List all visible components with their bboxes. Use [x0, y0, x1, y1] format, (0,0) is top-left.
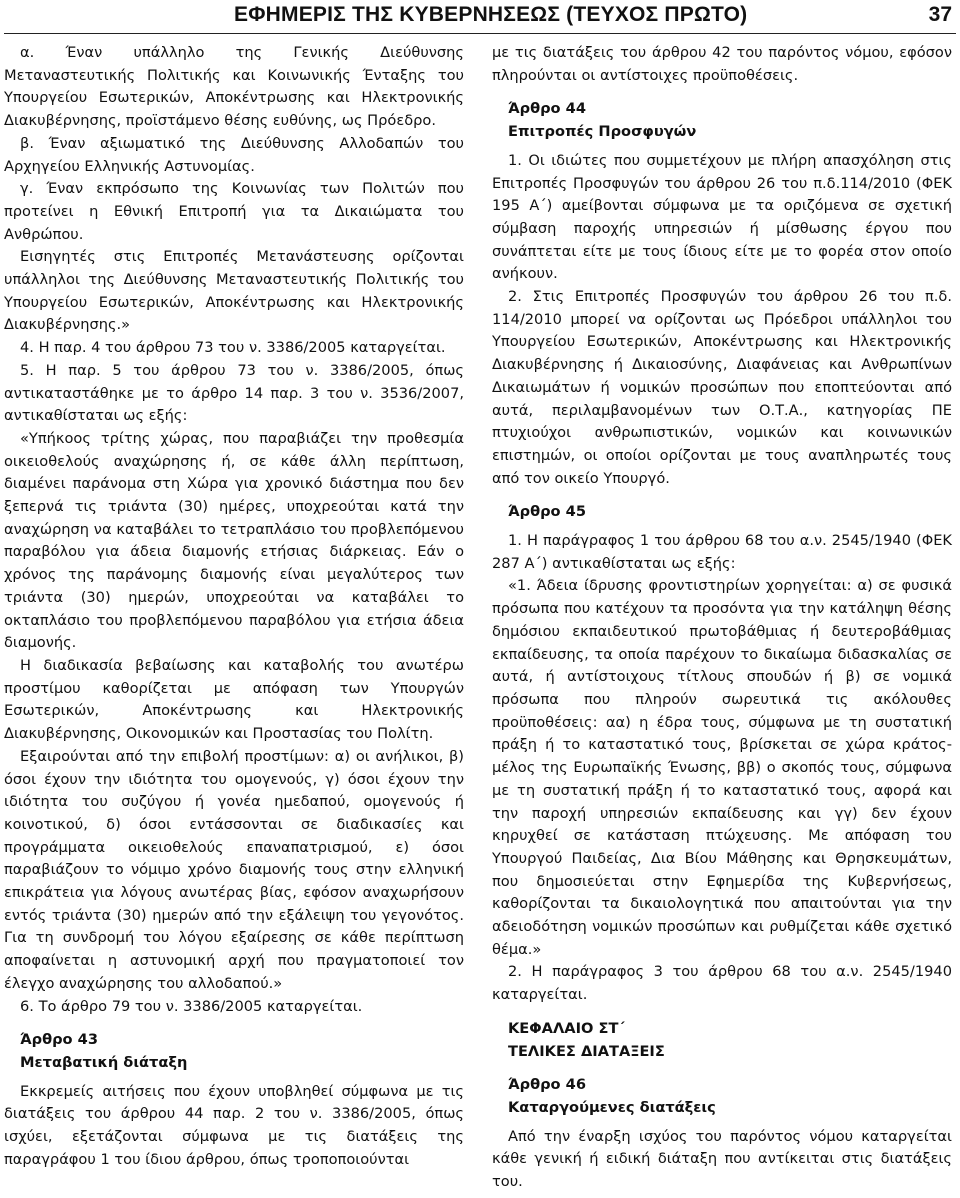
paragraph: β. Έναν αξιωματικό της Διεύθυνσης Αλλοδαπών του Αρχηγείου Ελληνικής Αστυνομίας.	[4, 134, 464, 175]
page-header	[0, 0, 960, 30]
paragraph: «Υπήκοος τρίτης χώρας, που παραβιάζει την προθεσμία οικειοθελούς αναχώρησης ή, σε κάθε άλλη περίπτωση, διαμένει παράνομα στη Χώρα για χρονικό διάστημα που δεν ξεπερνά τις τριάντα (30) ημέρες, υποχρεούται κατά την αναχώρηση να καταβάλει το τετραπλάσιο του προβλεπόμενου παραβόλου για άδεια διαμονής ετήσιας διάρκειας. Εάν ο χρόνος της παράνομης διαμονής είναι μεγαλύτερος των τριάντα (30) ημερών, υποχρεούται να καταβάλει το οκταπλάσιο του προβλεπόμενου παραβόλου για ετήσια άδεια διαμονής.	[4, 429, 464, 652]
article-44-subtitle: Επιτροπές Προσφυγών	[508, 123, 697, 141]
paragraph: 6. Το άρθρο 79 του ν. 3386/2005 καταργείται.	[20, 997, 363, 1015]
paragraph: α. Έναν υπάλληλο της Γενικής Διεύθυνσης Μεταναστευτικής Πολιτικής και Κοινωνικής Ένταξης του Υπουργείου Εσωτερικών, Αποκέντρωσης και Ηλεκτρονικής Διακυβέρνησης, προϊστάμενο θέσης ευθύνης, ως Πρόεδρο.	[4, 44, 464, 130]
paragraph: 2. Η παράγραφος 3 του άρθρου 68 του α.ν. 2545/1940 καταργείται.	[492, 963, 952, 1004]
paragraph: 5. Η παρ. 5 του άρθρου 73 του ν. 3386/2005, όπως αντικαταστάθηκε με το άρθρο 14 παρ. 3 του ν. 3536/2007, αντικαθίσταται ως εξής:	[4, 361, 464, 425]
article-43-subtitle: Μεταβατική διάταξη	[20, 1053, 188, 1071]
gazette-title: ΕΦΗΜΕΡΙΣ ΤΗΣ ΚΥΒΕΡΝΗΣΕΩΣ (ΤΕΥΧΟΣ ΠΡΩΤΟ)	[234, 3, 748, 26]
right-column	[492, 42, 952, 1194]
chapter-title: ΚΕΦΑΛΑΙΟ ΣΤ΄	[508, 1019, 625, 1037]
article-46-subtitle: Καταργούμενες διατάξεις	[508, 1098, 716, 1116]
paragraph: 4. Η παρ. 4 του άρθρου 73 του ν. 3386/2005 καταργείται.	[20, 339, 446, 357]
paragraph: Από την έναρξη ισχύος του παρόντος νόμου καταργείται κάθε γενική ή ειδική διάταξη που αντίκειται στις διατάξεις του.	[492, 1127, 952, 1191]
paragraph: Εκκρεμείς αιτήσεις που έχουν υποβληθεί σύμφωνα με τις διατάξεις του άρθρου 44 παρ. 2 του ν. 3386/2005, όπως ισχύει, εξετάζονται σύμφωνα με τις διατάξεις της παραγράφου 1 του ίδιου άρθρου, όπως τροποποιούνται	[4, 1082, 464, 1168]
paragraph: «1. Άδεια ίδρυσης φροντιστηρίων χορηγείται: α) σε φυσικά πρόσωπα που κατέχουν τα προσόντα για την κατάληψη θέσης δημόσιου εκπαιδευτικού πρωτοβάθμιας ή δευτεροβάθμιας εκπαίδευσης, τα οποία παρέχουν το δικαίωμα διδασκαλίας σε αυτά, ή αντίστοιχους τίτλους σπουδών ή β) σε νομικά πρόσωπα που πληρούν σωρευτικά τις ακόλουθες προϋποθέσεις: αα) η έδρα τους, σύμφωνα με τη συστατική πράξη ή το καταστατικό τους, βρίσκεται σε χώρα κράτος-μέλος της Ευρωπαϊκής Ένωσης, ββ) ο σκοπός τους, σύμφωνα με τη συστατική πράξη ή το καταστατικό τους, αφορά και την παροχή υπηρεσιών εκπαίδευσης και γγ) δεν έχουν κηρυχθεί σε κατάσταση πτώχευσης. Με απόφαση του Υπουργού Παιδείας, Δια Βίου Μάθησης και Θρησκευμάτων, που δημοσιεύεται στην Εφημερίδα της Κυβερνήσεως, καθορίζονται τα δικαιολογητικά που απαιτούνται για την αδειοδότηση νομικών προσώπων και ρυθμίζεται κάθε σχετικό θέμα.»	[492, 577, 952, 958]
article-45-title: Άρθρο 45	[508, 503, 586, 521]
paragraph: με τις διατάξεις του άρθρου 42 του παρόντος νόμου, εφόσον πληρούνται οι αντίστοιχες προϋποθέσεις.	[492, 44, 952, 84]
article-43-title: Άρθρο 43	[20, 1031, 98, 1049]
article-44-title: Άρθρο 44	[508, 100, 586, 118]
paragraph: 1. Οι ιδιώτες που συμμετέχουν με πλήρη απασχόληση στις Επιτροπές Προσφυγών του άρθρου 26 του π.δ.114/2010 (ΦΕΚ 195 Α΄) αμείβονται σύμφωνα με τα οριζόμενα σε σχετική σύμβαση παροχής υπηρεσιών ή μίσθωσης έργου που συνάπτεται είτε με τους ίδιους είτε με το φορέα στον οποίο ανήκουν.	[492, 151, 952, 283]
paragraph: Εισηγητές στις Επιτροπές Μετανάστευσης ορίζονται υπάλληλοι της Διεύθυνσης Μεταναστευτικής Πολιτικής του Υπουργείου Εσωτερικών, Αποκέντρωσης και Ηλεκτρονικής Διακυβέρνησης.»	[4, 248, 464, 334]
paragraph: Η διαδικασία βεβαίωσης και καταβολής του ανωτέρω προστίμου καθορίζεται με απόφαση των Υπουργών Εσωτερικών, Αποκέντρωσης και Ηλεκτρονικής Διακυβέρνησης, Οικονομικών και Προστασίας του Πολίτη.	[4, 656, 464, 743]
chapter-subtitle: ΤΕΛΙΚΕΣ ΔΙΑΤΑΞΕΙΣ	[508, 1042, 665, 1060]
article-46-title: Άρθρο 46	[508, 1076, 586, 1094]
paragraph: 1. Η παράγραφος 1 του άρθρου 68 του α.ν. 2545/1940 (ΦΕΚ 287 Α΄) αντικαθίσταται ως εξής:	[492, 532, 952, 572]
header-divider	[4, 33, 956, 34]
paragraph: Εξαιρούνται από την επιβολή προστίμων: α) οι ανήλικοι, β) όσοι έχουν την ιδιότητα του ομογενούς, γ) όσοι έχουν την ιδιότητα του συζύγου ή γονέα ημεδαπού, ομογενούς ή κοινοτικού, δ) όσοι εντάσσονται σε διαδικασίες και προγράμματα οικειοθελούς επαναπατρισμού, ε) όσοι παραβιάζουν το νόμιμο χρόνο διαμονής τους στην ελληνική επικράτεια για λόγους ανωτέρας βίας, εφόσον αναχωρήσουν εντός τριάντα (30) ημερών από την εξάλειψη του γεγονότος. Για τη συνδρομή του λόγου εξαίρεσης σε κάθε περίπτωση αποφαίνεται η αστυνομική αρχή που πραγματοποιεί τον έλεγχο αναχώρησης του αλλοδαπού.»	[4, 747, 464, 992]
paragraph: 2. Στις Επιτροπές Προσφυγών του άρθρου 26 του π.δ. 114/2010 μπορεί να ορίζονται ως Πρόεδροι υπάλληλοι του Υπουργείου Εσωτερικών, Αποκέντρωσης και Ηλεκτρονικής Διακυβέρνησης ή Δικαιοσύνης, Διαφάνειας και Ανθρωπίνων Δικαιωμάτων ή νομικών προσώπων που εποπτεύονται από αυτά, περιλαμβανομένων των Ο.Τ.Α., κατηγορίας ΠΕ πτυχιούχοι ανθρωπιστικών, νομικών και κοινωνικών επιστημών, οι οποίοι ορίζονται με τους αναπληρωτές τους από τον οικείο Υπουργό.	[492, 288, 952, 487]
left-column	[4, 42, 464, 1171]
paragraph: γ. Έναν εκπρόσωπο της Κοινωνίας των Πολιτών που προτείνει η Εθνική Επιτροπή για τα Δικαιώματα του Ανθρώπου.	[4, 180, 464, 243]
page-number: 37	[928, 3, 952, 26]
